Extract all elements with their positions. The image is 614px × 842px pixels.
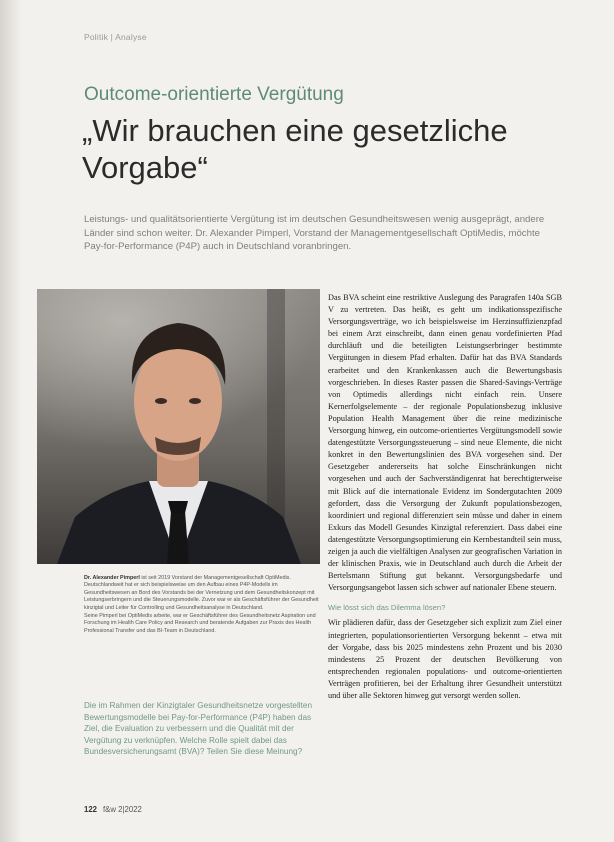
page-footer — [84, 805, 142, 814]
body-paragraph-1: Das BVA scheint eine restriktive Auslegung des Paragrafen 140a SGB V zu vertreten. Das heißt, es geht um indikationsspezifische Versorgungsverträge, wo ich beispielsweise im Herzinsuffizienzpfad bei einem Arzt einschreibt, dann einen genau vordefinierten Pfad durchläuft und die beteiligten Leistungserbringer bestimmte Vergütungen in diesem Pfad erhalten. Dafür hat das BVA Standards erarbeitet und den Krankenkassen auch die Bewertungsbasis vorgeschrieben. In dieses Raster passen die Shared-Savings-Verträge von Optimedis allerdings nicht einfach rein. Unsere Kernerfolgselemente – der regionale Populationsbezug inklusive Population Health Management über die reine medizinische Versorgung hinweg, ein outcome-orientiertes Vergütungsmodell sowie datengestützte Versorgungssteuerung – sind neue Elemente, die nicht konkret in den Bewertungslinien des BVA vorgesehen sind. Der Gesetzgeber andererseits hat solche Einschränkungen nicht vorgesehen und auch der Sachverständigenrat hat berechtigterweise mit Blick auf die internationale Evidenz im Sondergutachten 2009 gefordert, dass die Versorgung der Zukunft populationsbezogen, koordiniert und regional differenziert sein müsse und daher in einem Exkurs das Modell Gesundes Kinzigtal referenziert. Dass dabei eine datengestützte Versorgungsoptimierung ein Kernbestandteil sein muss, zeigen ja auch die vielfältigen Analysen zur geografischen Variation in der klinischen Praxis, wie in Deutschland auch durch die Arbeit der Bertelsmann Stiftung gut bekannt. Versorgungsbedarfe und Versorgungsangebot lassen sich schwer auf nationaler Ebene steuern. — [328, 293, 562, 593]
page-number: 122 — [84, 805, 98, 814]
body-paragraph-2: Wir plädieren dafür, dass der Gesetzgeber sich explizit zum Ziel einer integrierten, populationsorientierten Versorgung bekennt – etwa mit der Vorgabe, dass bis 2025 mindestens zehn Prozent und bis 2030 mindestens 25 Prozent der deutschen Bevölkerung von entsprechenden regionalen populations- und outcome-orientierten Verträgen profitieren, bei der Erhaltung ihrer Gesundheit unterstützt und über alle Sektoren hinweg gut versorgt werden sollen. — [328, 618, 562, 700]
body-subhead: Wie lösst sich das Dilemma lösen? — [328, 603, 446, 613]
caption-text-1: ist seit 2019 Vorstand der Managementgesellschaft OptiMedis. Deutschlandweit hat er sich beispielsweise um den Aufbau eines P4P-Modells im Gesundheitswesen an Bord des Vorstands bei der Vernetzung und dem Gesundheitskonzept mit Leistungserbringern und die Steuerungsmodelle. Zuvor war er als Geschäftsführer der Gesundheit kinzigtal und Leiter für Controlling und Gesundheitsanalyse in Deutschland. — [84, 575, 319, 611]
section-label: Politik | Analyse — [84, 32, 147, 42]
caption-text-2: Seine Pimperl bei OptiMedis arbeite, war er Geschäftsführer des Gesundheitsnetz Aspiration und Forschung im Health Care Policy and Research und beratende Aufgaben zur Praxis des Health Professional Transfer und das BI-Team in Deutschland. — [84, 613, 316, 634]
photo-caption — [84, 575, 320, 636]
article-teaser: Leistungs- und qualitätsorientierte Vergütung ist im deutschen Gesundheitswesen wenig ausgeprägt, andere Länder sind schon weiter. Dr. Alexander Pimperl, Vorstand der Managementgesellschaft OptiMedis, möchte Pay-for-Performance (P4P) auch in Deutschland voranbringen. — [84, 214, 545, 252]
magazine-issue: f&w 2|2022 — [103, 805, 142, 814]
portrait-figure — [37, 289, 320, 564]
caption-paragraph-1 — [84, 575, 320, 612]
article-headline: „Wir brauchen eine gesetzliche Vorgabe“ — [82, 113, 508, 185]
body-column — [328, 292, 562, 702]
caption-name: Dr. Alexander Pimperl — [84, 575, 140, 581]
article-kicker: Outcome-orientierte Vergütung — [84, 84, 344, 105]
page-gutter-shade — [0, 0, 22, 842]
portrait-photo — [37, 289, 320, 564]
interview-question: Die im Rahmen der Kinzigtaler Gesundheitsnetze vorgestellten Bewertungsmodelle bei Pay-for-Performance (P4P) haben das Ziel, die Evaluation zu verbessern und die Qualität mit der Vergütung zu verknüpfen. Welche Rolle spielt dabei das Bundesversicherungsamt (BVA)? Teilen Sie diese Meinung? — [84, 701, 313, 757]
